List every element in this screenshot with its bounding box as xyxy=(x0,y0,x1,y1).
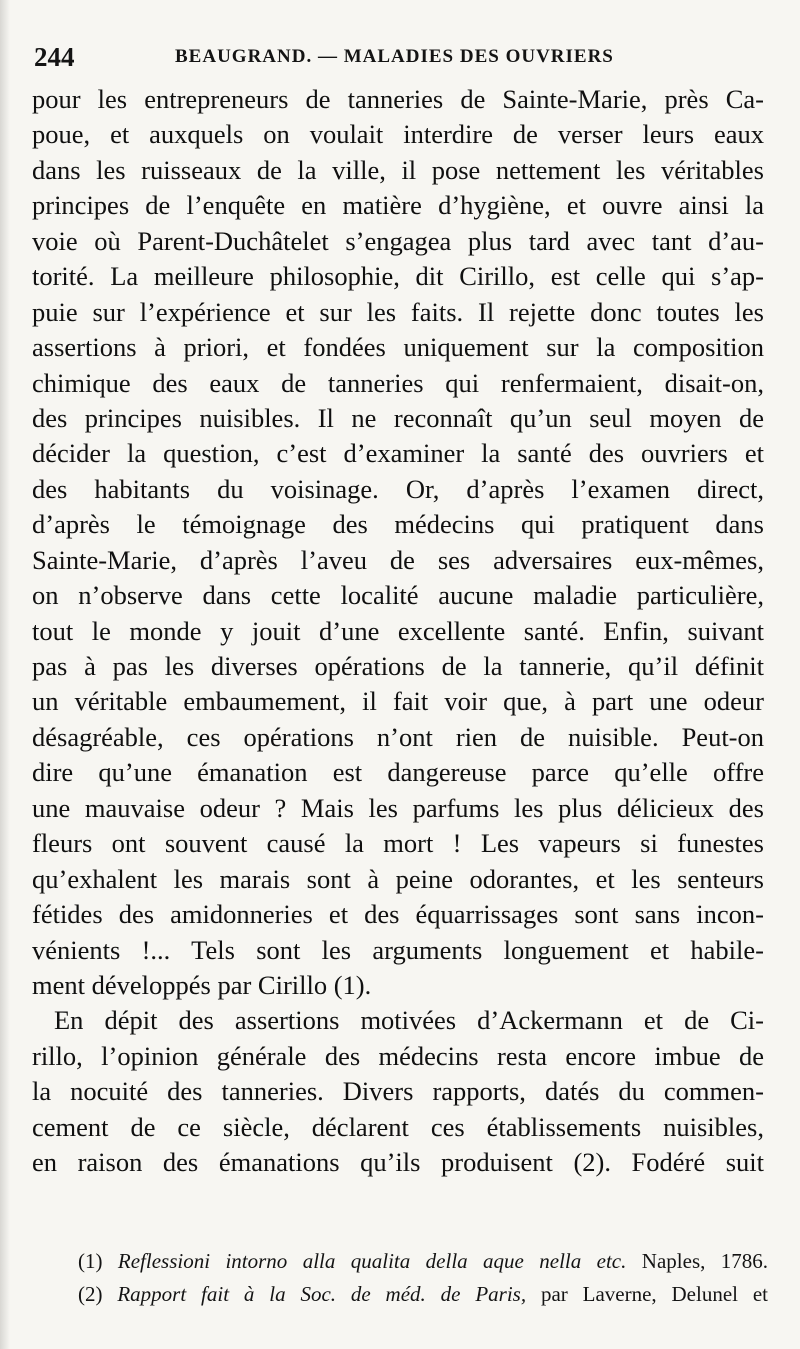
text-line: dire qu’une émanation est dangereuse parce qu’elle offre xyxy=(32,757,764,788)
text-line: décider la question, c’est d’examiner la santé des ouvriers et xyxy=(32,438,764,469)
text-line: des habitants du voisinage. Or, d’après l’examen direct, xyxy=(32,473,764,504)
text-line: pas à pas les diverses opérations de la tannerie, qu’il définit xyxy=(32,651,764,681)
text-line: fétides des amidonneries et des équarrissages sont sans incon- xyxy=(32,899,764,930)
text-line: principes de l’enquête en matière d’hygiène, et ouvre ainsi la xyxy=(32,190,764,221)
page-edge-shadow xyxy=(0,0,10,1349)
text-line: désagréable, ces opérations n’ont rien de nuisible. Peut-on xyxy=(32,721,764,752)
running-head: BEAUGRAND. — MALADIES DES OUVRIERS xyxy=(175,46,614,67)
footnote-number: (2) xyxy=(78,1282,103,1306)
text-line: un véritable embaumement, il fait voir que, à part une odeur xyxy=(32,686,764,717)
text-line: fleurs ont souvent causé la mort ! Les vapeurs si funestes xyxy=(32,828,764,859)
footnote xyxy=(78,1245,768,1278)
footnote xyxy=(78,1278,768,1311)
text-line: cement de ce siècle, déclarent ces établissements nuisibles, xyxy=(32,1111,764,1142)
text-line: une mauvaise odeur ? Mais les parfums les plus délicieux des xyxy=(32,792,764,823)
footnote-rest: par Laverne, Delunel et xyxy=(540,1282,768,1306)
footnotes xyxy=(78,1245,768,1311)
body-text xyxy=(32,82,764,1181)
text-line: d’après le témoignage des médecins qui pratiquent dans xyxy=(32,509,764,540)
text-line: Sainte-Marie, d’après l’aveu de ses adversaires eux-mêmes, xyxy=(32,544,764,575)
footnote-title: Reflessioni intorno alla qualita della aque nella etc. xyxy=(117,1249,627,1273)
text-line: En dépit des assertions motivées d’Ackermann et de Ci- xyxy=(54,1005,764,1036)
text-line: chimique des eaux de tanneries qui renfermaient, disait-on, xyxy=(32,367,764,398)
text-line: on n’observe dans cette localité aucune maladie particulière, xyxy=(32,580,764,611)
footnote-rest: Naples, 1786. xyxy=(641,1249,769,1273)
text-line: voie où Parent-Duchâtelet s’engagea plus tard avec tant d’au- xyxy=(32,225,764,256)
text-line: tout le monde y jouit d’une excellente santé. Enfin, suivant xyxy=(32,615,764,646)
page-header xyxy=(0,40,800,80)
text-line: ment développés par Cirillo (1). xyxy=(32,969,372,1000)
text-line: qu’exhalent les marais sont à peine odorantes, et les senteurs xyxy=(32,863,764,894)
footnote-title: Rapport fait à la Soc. de méd. de Paris, xyxy=(117,1282,527,1306)
text-line: puie sur l’expérience et sur les faits. Il rejette donc toutes les xyxy=(32,296,764,327)
text-line: la nocuité des tanneries. Divers rapports, datés du commen- xyxy=(32,1076,764,1107)
text-line: pour les entrepreneurs de tanneries de Sainte-Marie, près Ca- xyxy=(32,84,764,114)
text-line: en raison des émanations qu’ils produisent (2). Fodéré suit xyxy=(32,1147,764,1178)
text-line: assertions à priori, et fondées uniquement sur la composition xyxy=(32,332,764,363)
footnote-number: (1) xyxy=(78,1249,103,1273)
text-line: torité. La meilleure philosophie, dit Cirillo, est celle qui s’ap- xyxy=(32,261,764,292)
text-line: poue, et auxquels on voulait interdire de verser leurs eaux xyxy=(32,119,764,150)
text-line: des principes nuisibles. Il ne reconnaît qu’un seul moyen de xyxy=(32,402,764,433)
text-line: rillo, l’opinion générale des médecins resta encore imbue de xyxy=(32,1040,764,1071)
text-line: dans les ruisseaux de la ville, il pose nettement les véritables xyxy=(32,154,764,185)
page-number: 244 xyxy=(34,42,75,72)
text-line: vénients !... Tels sont les arguments longuement et habile- xyxy=(32,934,764,965)
